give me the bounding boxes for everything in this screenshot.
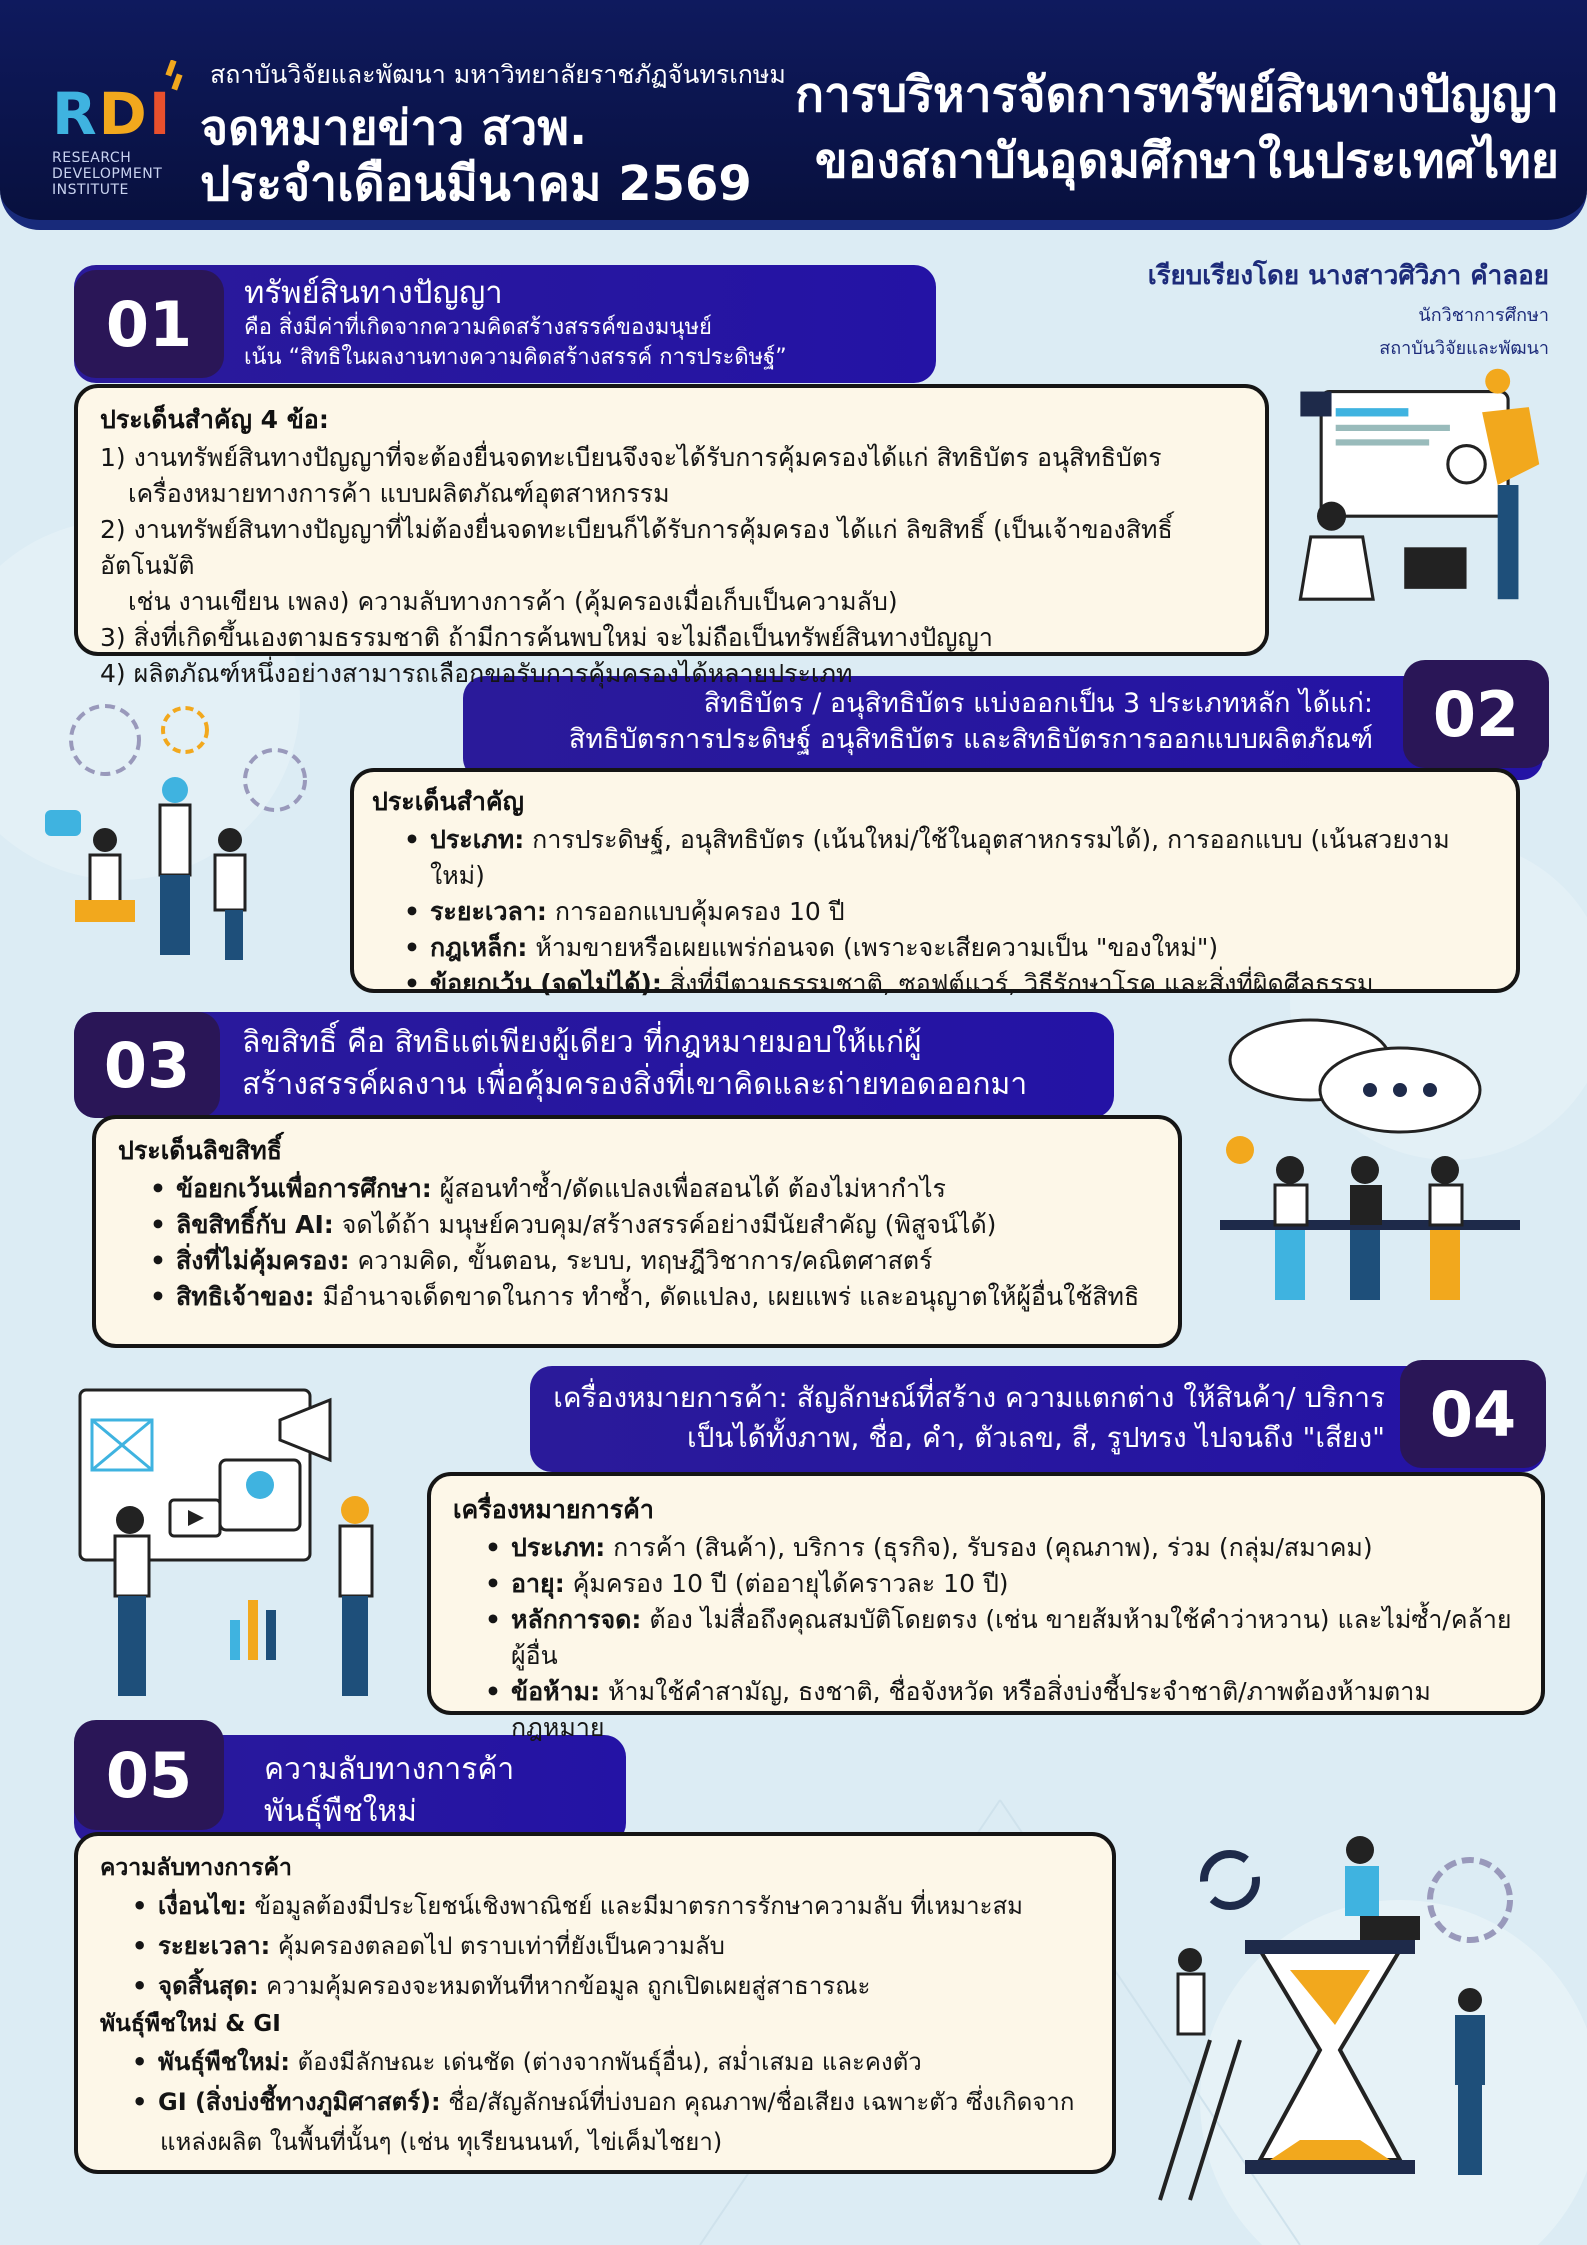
section-5-line-2: พันธุ์พืชใหม่	[264, 1794, 417, 1829]
section-5-list-2	[100, 2042, 1090, 2122]
logo-sub-research: RESEARCH	[52, 150, 132, 166]
author-organization: สถาบันวิจัยและพัฒนา	[1379, 338, 1549, 359]
section-1-point-3: 3) สิ่งที่เกิดขึ้นเองตามธรรมชาติ ถ้ามีการค้นพบใหม่ จะไม่ถือเป็นทรัพย์สินทางปัญญา	[100, 623, 993, 652]
team-with-gears-illustration	[35, 690, 335, 970]
section-5-line-1: ความลับทางการค้า	[264, 1752, 515, 1787]
section-4-item: • ประเภท: การค้า (สินค้า), บริการ (ธุรกิจ), รับรอง (คุณภาพ), ร่วม (กลุ่ม/สมาคม)	[479, 1530, 1519, 1566]
section-2-list	[372, 822, 1498, 1002]
page-title-line-1: การบริหารจัดการทรัพย์สินทางปัญญา	[794, 67, 1559, 123]
hourglass-team-illustration	[1150, 1810, 1530, 2210]
section-2-number: 02	[1403, 660, 1549, 768]
section-3-line-2: สร้างสรรค์ผลงาน เพื่อคุ้มครองสิ่งที่เขาคิดและถ่ายทอดออกมา	[242, 1067, 1028, 1102]
section-4-number: 04	[1400, 1360, 1546, 1468]
section-1-box	[74, 384, 1269, 688]
section-5-item: • GI (สิ่งบ่งชี้ทางภูมิศาสตร์): ชื่อ/สัญลักษณ์ที่บ่งบอก คุณภาพ/ชื่อเสียง เฉพาะตัว ซึ่งเกิดจาก	[126, 2082, 1090, 2122]
section-4-banner	[530, 1366, 1545, 1472]
section-3-box	[92, 1115, 1182, 1348]
section-4-item: • อายุ: คุ้มครอง 10 ปี (ต่ออายุได้คราวละ 10 ปี)	[479, 1566, 1519, 1602]
section-3-box-title: ประเด็นลิขสิทธิ์	[118, 1136, 283, 1165]
section-1-title: ทรัพย์สินทางปัญญา	[244, 275, 503, 311]
section-1-line-2: คือ สิ่งมีค่าที่เกิดจากความคิดสร้างสรรค์ของมนุษย์	[244, 315, 712, 340]
section-3-number: 03	[74, 1012, 220, 1118]
section-4-box-title: เครื่องหมายการค้า	[453, 1495, 654, 1524]
section-2-item: • ประเภท: การประดิษฐ์, อนุสิทธิบัตร (เน้นใหม่/ใช้ในอุตสาหกรรมได้), การออกแบบ (เน้นสวยงามใหม่)	[398, 822, 1498, 894]
section-3-list	[118, 1171, 1156, 1315]
section-3-item: • ข้อยกเว้นเพื่อการศึกษา: ผู้สอนทำซ้ำ/ดัดแปลงเพื่อสอนได้ ต้องไม่หากำไร	[144, 1171, 1156, 1207]
author-role: นักวิชาการศึกษา	[1418, 305, 1549, 326]
section-5-gi-continuation: แหล่งผลิต ในพื้นที่นั้นๆ (เช่น ทุเรียนนนท์, ไข่เค็มไชยา)	[160, 2128, 723, 2156]
meeting-illustration	[1210, 1010, 1530, 1330]
section-5-number: 05	[74, 1720, 224, 1830]
marketing-illustration	[70, 1380, 410, 1720]
section-2-box-title: ประเด็นสำคัญ	[372, 787, 524, 816]
section-3-item: • ลิขสิทธิ์กับ AI: จดได้ถ้า มนุษย์ควบคุม/สร้างสรรค์อย่างมีนัยสำคัญ (พิสูจน์ได้)	[144, 1207, 1156, 1243]
section-2-item: • กฎเหล็ก: ห้ามขายหรือเผยแพร่ก่อนจด (เพราะจะเสียความเป็น "ของใหม่")	[398, 930, 1498, 966]
institute-name: สถาบันวิจัยและพัฒนา มหาวิทยาลัยราชภัฏจันทรเกษม	[210, 60, 786, 89]
section-4-line-2: เป็นได้ทั้งภาพ, ชื่อ, คำ, ตัวเลข, สี, รูปทรง ไปจนถึง "เสียง"	[687, 1421, 1385, 1454]
section-5-box	[74, 1832, 1116, 2174]
section-5-item: • ระยะเวลา: คุ้มครองตลอดไป ตราบเท่าที่ยังเป็นความลับ	[126, 1926, 1090, 1966]
section-5-item: • พันธุ์พืชใหม่: ต้องมีลักษณะ เด่นชัด (ต่างจากพันธุ์อื่น), สม่ำเสมอ และคงตัว	[126, 2042, 1090, 2082]
section-2-line-2: สิทธิบัตรการประดิษฐ์ อนุสิทธิบัตร และสิทธิบัตรการออกแบบผลิตภัณฑ์	[568, 724, 1373, 755]
logo-letter-i: I	[148, 80, 173, 148]
section-3-line-1: ลิขสิทธิ์ คือ สิทธิแต่เพียงผู้เดียว ที่กฎหมายมอบให้แก่ผู้	[242, 1025, 922, 1060]
people-at-computer-illustration	[1290, 350, 1560, 620]
author-block	[1148, 255, 1549, 362]
logo-sub-development: DEVELOPMENT	[52, 166, 163, 182]
newsletter-line-2: ประจำเดือนมีนาคม 2569	[200, 156, 752, 212]
section-2-item: • ข้อยกเว้น (จดไม่ได้): สิ่งที่มีตามธรรมชาติ, ซอฟต์แวร์, วิธีรักษาโรค และสิ่งที่ผิดศีลธรรม	[398, 966, 1498, 1002]
logo-letter-r: R	[52, 80, 99, 148]
section-1-line-3: เน้น “สิทธิในผลงานทางความคิดสร้างสรรค์ การประดิษฐ์”	[244, 345, 787, 370]
section-1-point-2b: เช่น งานเขียน เพลง) ความลับทางการค้า (คุ้มครองเมื่อเก็บเป็นความลับ)	[128, 587, 898, 616]
section-1-point-1b: เครื่องหมายทางการค้า แบบผลิตภัณฑ์อุตสาหกรรม	[128, 479, 670, 508]
newsletter-title	[200, 100, 752, 212]
section-4-list	[453, 1530, 1519, 1746]
section-3-item: • สิ่งที่ไม่คุ้มครอง: ความคิด, ขั้นตอน, ระบบ, ทฤษฎีวิชาการ/คณิตศาสตร์	[144, 1243, 1156, 1279]
section-5-item: • เงื่อนไข: ข้อมูลต้องมีประโยชน์เชิงพาณิชย์ และมีมาตรการรักษาความลับ ที่เหมาะสม	[126, 1886, 1090, 1926]
section-4-item: • หลักการจด: ต้อง ไม่สื่อถึงคุณสมบัติโดยตรง (เช่น ขายส้มห้ามใช้คำว่าหวาน) และไม่ซ้ำ/คล้าย ผู้อื่น	[479, 1602, 1519, 1674]
section-1-box-title: ประเด็นสำคัญ 4 ข้อ:	[100, 405, 329, 434]
section-4-line-1: เครื่องหมายการค้า: สัญลักษณ์ที่สร้าง ความแตกต่าง ให้สินค้า/ บริการ	[553, 1381, 1385, 1414]
logo-sub-institute: INSTITUTE	[52, 182, 129, 198]
section-5-list-1	[100, 1886, 1090, 2006]
section-4-box	[427, 1472, 1545, 1742]
section-3-item: • สิทธิเจ้าของ: มีอำนาจเด็ดขาดในการ ทำซ้ำ, ดัดแปลง, เผยแพร่ และอนุญาตให้ผู้อื่นใช้สิทธิ	[144, 1279, 1156, 1315]
newsletter-line-1: จดหมายข่าว สวพ.	[200, 100, 588, 156]
section-2-item: • ระยะเวลา: การออกแบบคุ้มครอง 10 ปี	[398, 894, 1498, 930]
logo-letter-d: D	[98, 80, 149, 148]
page-title	[795, 62, 1559, 194]
section-2-line-1: สิทธิบัตร / อนุสิทธิบัตร แบ่งออกเป็น 3 ประเภทหลัก ได้แก่:	[703, 688, 1373, 719]
section-2-box	[350, 768, 1520, 998]
section-3-banner	[74, 1012, 1114, 1118]
section-1-point-1a: 1) งานทรัพย์สินทางปัญญาที่จะต้องยื่นจดทะเบียนจึงจะได้รับการคุ้มครองได้แก่ สิทธิบัตร อนุสิทธิบัตร	[100, 443, 1162, 472]
section-5-item: • จุดสิ้นสุด: ความคุ้มครองจะหมดทันทีหากข้อมูล ถูกเปิดเผยสู่สาธารณะ	[126, 1966, 1090, 2006]
section-1-point-2a: 2) งานทรัพย์สินทางปัญญาที่ไม่ต้องยื่นจดทะเบียนก็ได้รับการคุ้มครอง ได้แก่ ลิขสิทธิ์ (เป็นเจ้าของสิทธิ์อัตโนมัติ	[100, 515, 1173, 580]
section-1-number: 01	[74, 270, 224, 378]
author-name: เรียบเรียงโดย นางสาวศิวิภา คำลอย	[1147, 261, 1549, 291]
section-5-box-title-2: พันธุ์พืชใหม่ & GI	[100, 2011, 281, 2037]
section-1-point-4: 4) ผลิตภัณฑ์หนึ่งอย่างสามารถเลือกขอรับการคุ้มครองได้หลายประเภท	[100, 659, 853, 688]
section-5-box-title-1: ความลับทางการค้า	[100, 1855, 292, 1881]
section-4-item: • ข้อห้าม: ห้ามใช้คำสามัญ, ธงชาติ, ชื่อจังหวัด หรือสิ่งบ่งชี้ประจำชาติ/ภาพต้องห้ามตามกฎหมาย	[479, 1674, 1519, 1746]
page-title-line-2: ของสถาบันอุดมศึกษาในประเทศไทย	[814, 133, 1559, 189]
header	[0, 0, 1587, 230]
rdi-logo	[52, 60, 177, 200]
